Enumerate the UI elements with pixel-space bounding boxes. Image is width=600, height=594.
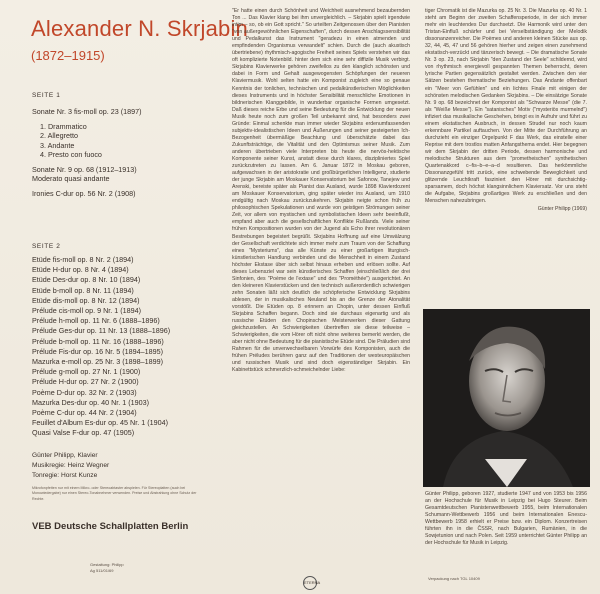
playback-notice: Mikrofonpfetten nur mit einem Mikro- oder Stereoabtaster abspielen. Für Stereoplatten (auch bei Monowiedergabe) nur einen Stereo-Tonabnehmer verwenden. Preise und Abstrahlung ohne Schutz der Rechte. bbox=[32, 486, 197, 501]
track: Prélude Fis-dur op. 16 Nr. 5 (1894–1895) bbox=[32, 346, 164, 356]
track: Prélude g-moll op. 27 Nr. 1 (1900) bbox=[32, 367, 141, 377]
track: Etüde b-moll op. 8 Nr. 11 (1894) bbox=[32, 285, 134, 295]
track: Ironies C-dur op. 56 Nr. 2 (1908) bbox=[32, 189, 136, 199]
side2-tracklist bbox=[32, 255, 170, 439]
catalog-line: Ag 511/01/69 bbox=[90, 568, 114, 573]
track: Prélude b-moll op. 11 Nr. 16 (1888–1896) bbox=[32, 336, 164, 346]
track: Prélude H-dur op. 27 Nr. 2 (1900) bbox=[32, 377, 139, 387]
track: Prélude h-moll op. 11 Nr. 6 (1888–1896) bbox=[32, 316, 160, 326]
track: Prélude cis-moll op. 9 Nr. 1 (1894) bbox=[32, 306, 142, 316]
portrait-image bbox=[423, 309, 590, 487]
side2-heading: SEITE 2 bbox=[32, 243, 61, 250]
track: Mazurka Des-dur op. 40 Nr. 1 (1903) bbox=[32, 397, 150, 407]
credits bbox=[32, 451, 109, 481]
side1-tracklist bbox=[32, 107, 141, 199]
essay-author: Günter Philipp (1969) bbox=[537, 206, 587, 213]
track: Etüde Des-dur op. 8 Nr. 10 (1894) bbox=[32, 275, 141, 285]
side1-heading: SEITE 1 bbox=[32, 92, 61, 99]
packaging-note: Verpackung nach TGL 10409 bbox=[428, 576, 480, 581]
track: Etüde dis-moll op. 8 Nr. 12 (1894) bbox=[32, 295, 140, 305]
essay-column-left: "Er hatte einen durch Schönheit und Weichheit ausnehmend bezaubernden Ton ... Das Klavier klang bei ihm unvergleichlich. – Skrjabin spielt irgendwie intim – so, ob ein Gott spricht." So urteilten Zeitgenossen über den Pianisten "von außergewöhnlichen Eigenschaften", durch dessen Anschlagssensibilität und Pedalkunst das Instrument "geradezu in einen atmenden und empfindenden Organismus verwandelt" schien. Durch die (auch akustisch übertriebene) rhythmisch-agogische Freiheit seines Spiels verstehen wir das oft komplizierte Notenbild. hinter dem sich eine sehr diffizile Musik verbirgt. Skrjabins Klavierwerke gehören zweifellos zu den klanglich schönsten und dabei in Form und Gehalt ausgewogensten Schöpfungen der neueren Klaviermusik. Wohl selten hatte ein Komponist zugleich eine so genaue Kenntnis der tonlichen, technischen und pedalkünstlerischen Möglichkeiten dieses Instruments und in höchster Sensibilität menschliche Emotionen in bildnerischen Klanggebilde, in wunderbar organische Formen umgesetzt. Daß dieses reiche Erbe und seine Bedeutung für die Entwicklung der neuen Musik heute noch zum großen Teil unbekannt sind, hat besonders zwei Gründe: Einmal schenkte man immer wieder Skrjabins erdenumfassenden subjektiv-idealistischen Ideen und Äußerungen und seiner gesteigerten Ich-Bezogenheit übermäßige Beachtung und überschätzte dabei das Zukunftsträchtige, die Vitalität und den Optimismus seiner Musik. Zum anderen übertrieben viele Interpreten bis heute die nervös-hektische Komponente seiner Kunst, anstatt diese durch klares, diszipliniertes Spiel zurückzutreten zu lassen. Am 6. Januar 1872 in Moskau geboren, aufgewachsen in der aristokratie und großbürgerlichen Intelligenz, studierte der junge Skrjabin am Moskauer Konservatorium bei Safonow, Tanejew und Arenski, bereiste später als Pianist das Ausland, wurde 1898 Klavierdozent am Moskauer Konservatorium, ging später wieder ins Ausland, um 1910 endgültig nach Moskau zurückzukehren. Skrjabin neigte schon früh zu philosophischen Spekulationen und wurde von geistigen Strömungen seiner Zeit, vor allem von mystischen und symbolistischen Ideen sehr beeinflußt, empfand aber auch die gesellschaftlichen Konflikte Rußlands. Viele seiner frühen Kompositionen wurden von der Jugend als Echo ihrer revolutionären Bestrebungen begeistert begrüßt. Skrjabins Hoffnung auf eine Umwälzung der Gesellschaft verdichtete sich immer mehr zum Traum von der Schaffung eines "Mysteriums", das alle Künste zu einer großartigen liturgisch-künstlerischen Handlung verbinden und die Menschheit in einem Zustand höchster Ekstase über sich selbst hinaus erheben und erlösen sollte. Auf dieses Lebensziel war sein künstlerisches Schaffen (einschließlich der drei Sinfonien, des "Poème de l'extase" und des "Prométhée") ausgerichtet. An den kleineren Klavierstücken und den technisch außerordentlich schwierigen zehn Sonaten läßt sich deutlich die schöpferische Entwicklung Skrjabins ablesen, der in musikalisches Neuland bis an die Grenze der Atonalität vorstößt. Die Etüden op. 8 erinnern an Chopin, unter dessen Einfluß Skrjabins Schaffen begann. Doch sind sie durchaus eigenartig und als russische Etüden den Chopinschen Meisterwerken dieser Gattung gleichzustellen. An Schwierigkeiten übertreffen sie diese teilweise – Schwierigkeiten, die vom Hörer oft nicht ohne weiteres bemerkt werden, die aber nicht ohne Bedeutung für die pianistische Etüde sind. Die Präludien sind Rahmen für die unverwechselbaren Vorwürfe des Komponisten, auch die frühen Préludes berühren ganz auf den Traditionen der westeuropäischen und russischen Musik und sind doch eigenständiger Skrjabin. Ein Kabinettstück schmerzlich-schmeichelnder Liebe: bbox=[232, 8, 410, 374]
design-line: Gestaltung: Philipp bbox=[90, 562, 124, 567]
pianist-portrait bbox=[423, 309, 590, 487]
music-director-credit: Musikregie: Heinz Wegner bbox=[32, 462, 110, 469]
design-credit bbox=[90, 562, 124, 574]
track: Sonate Nr. 3 fis-moll op. 23 (1897) bbox=[32, 107, 142, 116]
track: Feuillet d'Album Es-dur op. 45 Nr. 1 (1904) bbox=[32, 418, 169, 428]
track: Etüde H-dur op. 8 Nr. 4 (1894) bbox=[32, 265, 129, 275]
track-tempo: Moderato quasi andante bbox=[32, 174, 110, 184]
track: Etüde fis-moll op. 8 Nr. 2 (1894) bbox=[32, 255, 134, 264]
track: Poème C-dur op. 44 Nr. 2 (1904) bbox=[32, 408, 137, 418]
essay-text: tiger Chromatik ist die Mazurka op. 25 Nr. 3. Die Mazurka op. 40 Nr. 1 steht am Beginn der zweiten Schaffensperiode, in der sich immer mehr ein leuchtendes Dur durchsetzt. Die Harmonik wird unter den Tristan-Einfluß schärfer und bei Verselbständigung der Melodik dissonanzenreicher. Die Poèmes und anderen kleinen Stücke aus op. 32, 44, 45, 47 und 56 gehören hierher und zeigen einen zunehmend ekstatisch-verzückt und tänzerisch bewegt. – Die dramatische Sonate Nr. 3 op. 23, nach Skrjabin "den Zustand der Seele" schildernd, wird von rhythmisch energievoll gespannten Themen beherrscht, deren lyrische Partien gegensätzlich gestaltet werden. Zwischen den vier Sätzen bestehen thematische Beziehungen. Das Andante offenbart ein "Meer von Gefühlen" und ein lichtes Finale mit einigen der schönsten melodischen Gedanken Skrjabins. – Die einsätzige Sonate Nr. 9 op. 68 bezeichnet der Komponist als "Schwarze Messe" (die 7. als "Weiße Messe"). Ein "satanisches" Motiv ("mysteriös murmelnd") infiziert das musikalische Geschehen, bringt es in Aufruhr und führt zu einem ekstatischen Ausbruch, in dessen Strudel nur noch kaum erkennbare Partikel auftauchen. Von der Mitte der Durchführung an durchzieht ein einziger Orgelpunkt F das Werk, das einstelle einer Reprise mit dem trostlos matten Anfangsthema endet. Hier begegnen wir dem Skrjabin der dritten Periode, dessen harmonische und melodische Strukturen aus dem "prometheischen" synthetischen Quartenakkord c–fis–b–e–a–d resultieren. Das herkömmliche Dissonanzgefühl tritt zurück, eine schwebende Beweglichkeit und glitzernde Leuchtkraft fasziniert den Hörer mit durchsichtig-sparsamem, doch höchst klangsinnlichem Klaviersatz. Vor uns steht die Aufgabe, Skrjabins großartiges Werk zu erschließen und den Menschen nahezubringen. bbox=[425, 8, 587, 205]
sound-engineer-credit: Tonregie: Horst Kunze bbox=[32, 472, 98, 479]
record-label: VEB Deutsche Schallplatten Berlin bbox=[32, 521, 189, 532]
track-movement: 1. Drammatico bbox=[40, 122, 87, 132]
track: Mazurka e-moll op. 25 Nr. 3 (1898–1899) bbox=[32, 357, 164, 367]
pianist-biography: Günter Philipp, geboren 1927, studierte 1947 und von 1953 bis 1956 an der Hochschule für Musik in Leipzig bei Hugo Steurer. Beim Gesamtdeutschen Pianistenwettbewerb 1955, beim Internationalen Schumann-Wettbewerb 1956 und beim Internationalen Enescu-Wettbewerb 1958 erhielt er Preise bzw. ein Diplom. Konzertreisen führten ihn in die ČSSR, nach Bulgarien, Rumänien, in die Sowjetunion und nach Polen. Seit 1959 unterrichtet Günter Philipp an der Hochschule für Musik in Leipzig. bbox=[425, 491, 587, 546]
essay-column-right bbox=[425, 8, 587, 213]
track: Prélude Ges-dur op. 11 Nr. 13 (1888–1896) bbox=[32, 326, 171, 336]
composer-years: (1872–1915) bbox=[31, 48, 105, 63]
track: Sonate Nr. 9 op. 68 (1912–1913) bbox=[32, 165, 137, 175]
performer-credit: Günter Philipp, Klavier bbox=[32, 452, 98, 459]
composer-title: Alexander N. Skrjabin bbox=[31, 16, 248, 41]
track-movement: 4. Presto con fuoco bbox=[40, 149, 102, 159]
track: Poème D-dur op. 32 Nr. 2 (1903) bbox=[32, 387, 137, 397]
track-movement: 3. Andante bbox=[40, 140, 75, 150]
track: Quasi Valse F-dur op. 47 (1905) bbox=[32, 428, 135, 438]
track-movement: 2. Allegretto bbox=[40, 131, 78, 141]
eterna-logo: ETERNA bbox=[303, 576, 317, 590]
